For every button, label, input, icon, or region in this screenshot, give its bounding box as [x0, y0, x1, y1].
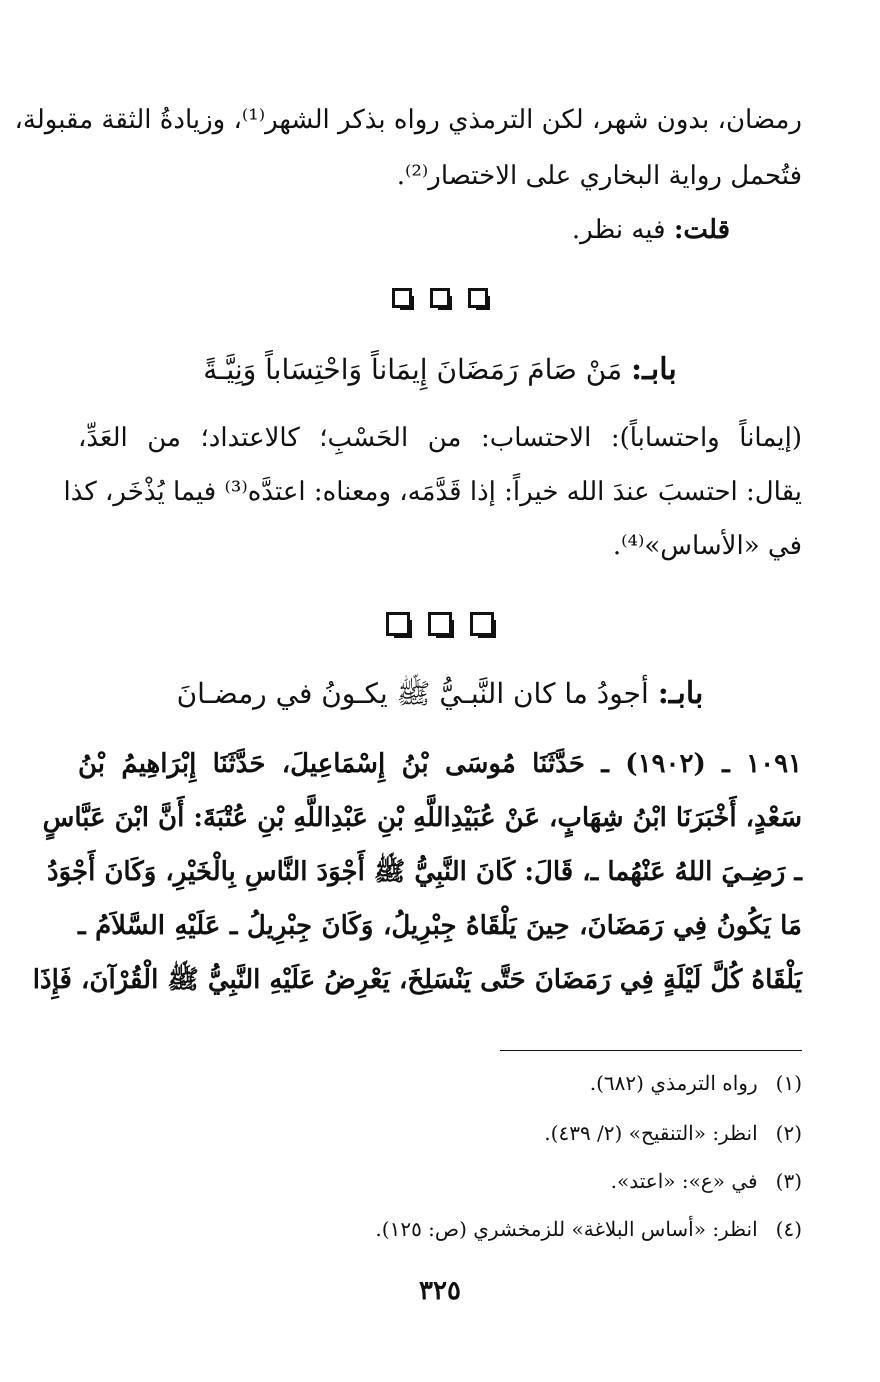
chapter-label: بابـ:: [631, 352, 677, 387]
chapter-title: مَنْ صَامَ رَمَضَانَ إِيمَاناً وَاحْتِسَاباً وَنِيَّـةً: [203, 353, 623, 386]
chapter-heading: [0, 348, 880, 392]
hadith-line: ١٠٩١ ـ (١٩٠٢) ـ حَدَّثَنَا مُوسَى بْنُ إِسْمَاعِيلَ، حَدَّثَنَا إِبْرَاهِيمُ بْنُ: [78, 749, 802, 779]
footnote-text: انظر: «أساس البلاغة» للزمخشري (ص: ١٢٥).: [375, 1217, 758, 1241]
footnote-number: (٢): [775, 1121, 802, 1145]
footnote-number: (١): [775, 1071, 802, 1095]
footnote-number: (٤): [775, 1217, 802, 1241]
square-ornament-icon: [430, 288, 450, 308]
footnote: [590, 1068, 802, 1098]
square-ornament-icon: [428, 612, 452, 636]
body-text-line: يقال: احتسبَ عندَ الله خيراً: إذا قَدَّمَه، ومعناه: اعتدَّه⁽³⁾ فيما يُذْخَر، كذا: [63, 477, 802, 507]
note-label: قلت:: [673, 215, 730, 245]
body-text-line: فتُحمل رواية البخاري على الاختصار⁽²⁾.: [396, 161, 802, 191]
note-line: [78, 210, 730, 250]
footnote-text: انظر: «التنقيح» (٢/ ٤٣٩).: [544, 1121, 758, 1145]
note-text: فيه نظر.: [571, 215, 666, 245]
section-separator: [0, 612, 880, 640]
hadith-line: مَا يَكُونُ فِي رَمَضَانَ، حِينَ يَلْقَاهُ جِبْرِيلُ، وَكَانَ جِبْرِيلُ ـ عَلَيْهِ السَّلاَمُ ـ: [78, 911, 802, 941]
hadith-line: يَلْقَاهُ كُلَّ لَيْلَةٍ فِي رَمَضَانَ حَتَّى يَنْسَلِخَ، يَعْرِضُ عَلَيْهِ النَّبِيُّ ﷺ الْقُرْآنَ، فَإِذَا: [32, 965, 802, 995]
page-number: ٣٢٥: [419, 1276, 461, 1306]
footnote: [544, 1118, 802, 1148]
square-ornament-icon: [470, 612, 494, 636]
body-text-line: رمضان، بدون شهر، لكن الترمذي رواه بذكر الشهر⁽¹⁾، وزيادةُ الثقة مقبولة،: [14, 105, 802, 135]
square-ornament-icon: [386, 612, 410, 636]
chapter-heading: [0, 672, 880, 716]
footnote-text: رواه الترمذي (٦٨٢).: [589, 1071, 758, 1095]
footnote: [375, 1214, 802, 1244]
footnote-number: (٣): [775, 1169, 802, 1193]
footnote: [611, 1166, 802, 1196]
footnote-text: في «ع»: «اعتد».: [610, 1169, 758, 1193]
body-text-line: في «الأساس»⁽⁴⁾.: [612, 531, 802, 561]
chapter-title: أجودُ ما كان النَّبـيُّ ﷺ يكـونُ في رمضـانَ: [176, 677, 649, 710]
square-ornament-icon: [468, 288, 488, 308]
body-text-line: (إيماناً واحتساباً): الاحتساب: من الحَسْبِ؛ كالاعتداد؛ من العَدِّ،: [78, 423, 802, 453]
footnote-separator: [500, 1050, 802, 1051]
square-ornament-icon: [392, 288, 412, 308]
section-separator: [0, 288, 880, 312]
chapter-label: بابـ:: [657, 676, 704, 711]
hadith-line: ـ رَضِـيَ اللهُ عَنْهُما ـ، قَالَ: كَانَ النَّبِيُّ ﷺ أَجْوَدَ النَّاسِ بِالْخَيْرِ، وَكَانَ أَجْوَدُ: [46, 857, 802, 887]
hadith-line: سَعْدٍ، أَخْبَرَنَا ابْنُ شِهَابٍ، عَنْ عُبَيْدِاللَّهِ بْنِ عَبْدِاللَّهِ بْنِ عُتْبَةَ: أَنَّ ابْنَ عَبَّاسٍ: [42, 803, 802, 833]
